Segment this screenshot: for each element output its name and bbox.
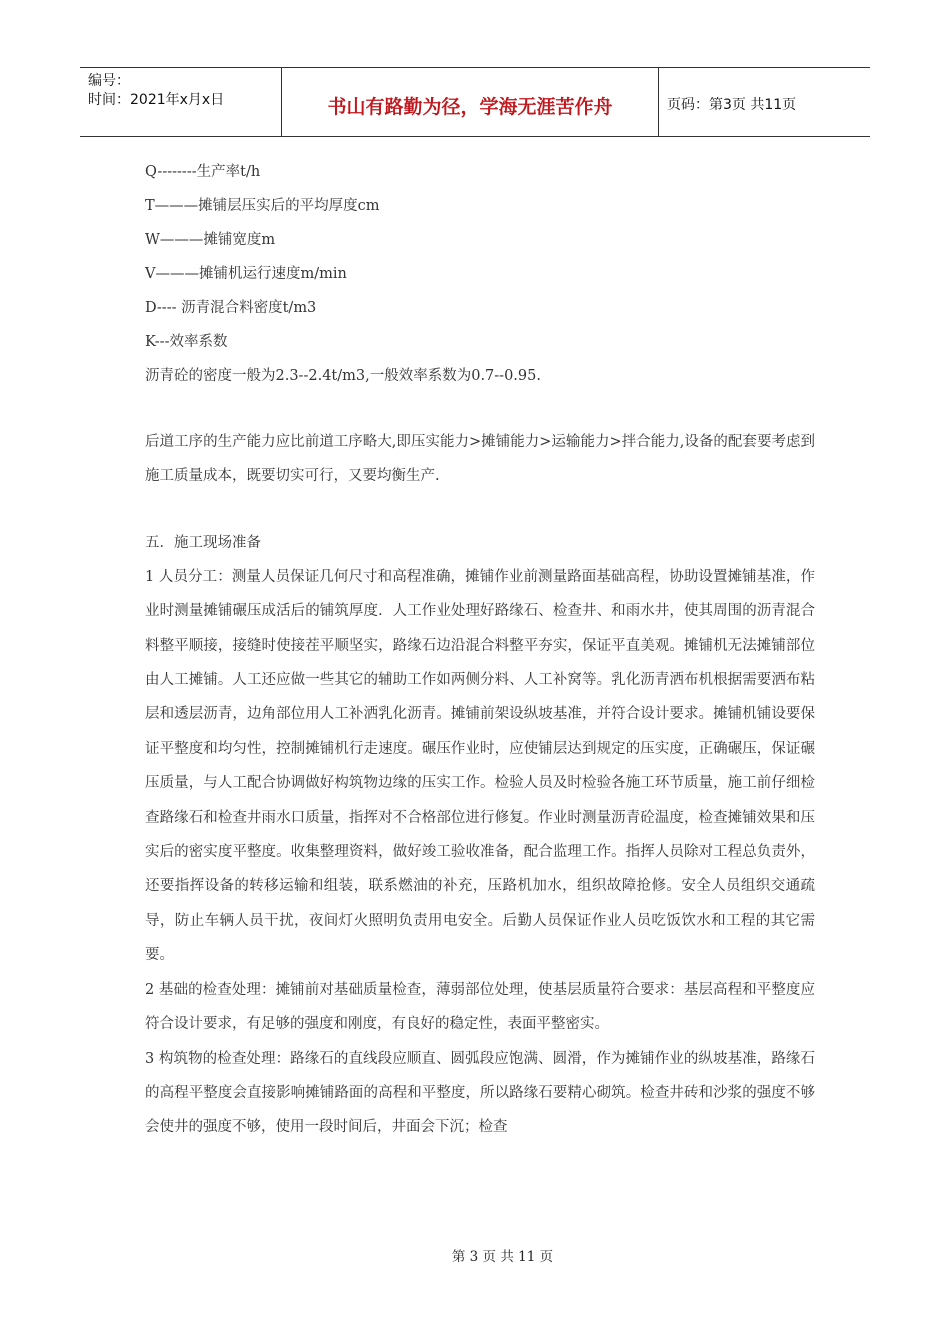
section-title: 五．施工现场准备 <box>145 534 261 551</box>
page-header <box>80 67 870 137</box>
item-structures: 3 构筑物的检查处理：路缘石的直线段应顺直、圆弧段应饱满、圆滑，作为摊铺作业的纵坡基准，路缘石的高程平整度会直接影响摊铺路面的高程和平整度，所以路缘石要精心砌筑。检查井砖和沙浆的强度不够会使井的强度不够，使用一段时间后，井面会下沉；检查 <box>145 1050 815 1136</box>
definition-line: K---效率系数 <box>145 334 228 350</box>
document-date: 时间：2021年x月x日 <box>88 92 225 108</box>
capacity-paragraph: 后道工序的生产能力应比前道工序略大,即压实能力>摊铺能力>运输能力>拌合能力,设备的配套要考虑到施工质量成本，既要切实可行，又要均衡生产. <box>145 434 815 485</box>
item-personnel: 1 人员分工：测量人员保证几何尺寸和高程准确，摊铺作业前测量路面基础高程，协助设置摊铺基准，作业时测量摊铺碾压成活后的铺筑厚度．人工作业处理好路缘石、检查井、和雨水井，使其周围的沥青混合料整平顺接，接缝时使接茬平顺坚实，路缘石边沿混合料整平夯实，保证平直美观。摊铺机无法摊铺部位由人工摊铺。人工还应做一些其它的辅助工作如两侧分料、人工补窝等。乳化沥青洒布机根据需要洒布粘层和透层沥青，边角部位用人工补洒乳化沥青。摊铺前架设纵坡基准，并符合设计要求。摊铺机铺设要保证平整度和均匀性，控制摊铺机行走速度。碾压作业时，应使铺层达到规定的压实度，正确碾压，保证碾压质量，与人工配合协调做好构筑物边缘的压实工作。检验人员及时检验各施工环节质量，施工前仔细检查路缘石和检查井雨水口质量，指挥对不合格部位进行修复。作业时测量沥青砼温度，检查摊铺效果和压实后的密实度平整度。收集整理资料，做好竣工验收准备，配合监理工作。指挥人员除对工程总负责外，还要指挥设备的转移运输和组装，联系燃油的补充，压路机加水，组织故障抢修。安全人员组织交通疏导，防止车辆人员干扰，夜间灯火照明负责用电安全。后勤人员保证作业人员吃饭饮水和工程的其它需要。 <box>145 568 815 964</box>
density-note: 沥青砼的密度一般为2.3--2.4t/m3,一般效率系数为0.7--0.95. <box>145 368 541 384</box>
definition-line: D---- 沥青混合料密度t/m3 <box>145 300 317 316</box>
definition-line: W———摊铺宽度m <box>145 232 276 248</box>
header-page-info: 页码：第3页 共11页 <box>667 97 797 113</box>
definition-line: T———摊铺层压实后的平均厚度cm <box>145 198 380 214</box>
page-footer: 第 3 页 共 11 页 <box>451 1249 554 1265</box>
header-motto: 书山有路勤为径，学海无涯苦作舟 <box>282 68 659 136</box>
definition-line: Q--------生产率t/h <box>145 164 261 180</box>
document-number: 编号： <box>88 73 130 89</box>
item-foundation: 2 基础的检查处理：摊铺前对基础质量检查，薄弱部位处理，使基层质量符合要求：基层高程和平整度应符合设计要求，有足够的强度和刚度，有良好的稳定性，表面平整密实。 <box>145 981 815 1033</box>
header-meta <box>80 68 282 136</box>
document-body <box>145 155 815 1145</box>
definition-line: V———摊铺机运行速度m/min <box>145 266 347 282</box>
